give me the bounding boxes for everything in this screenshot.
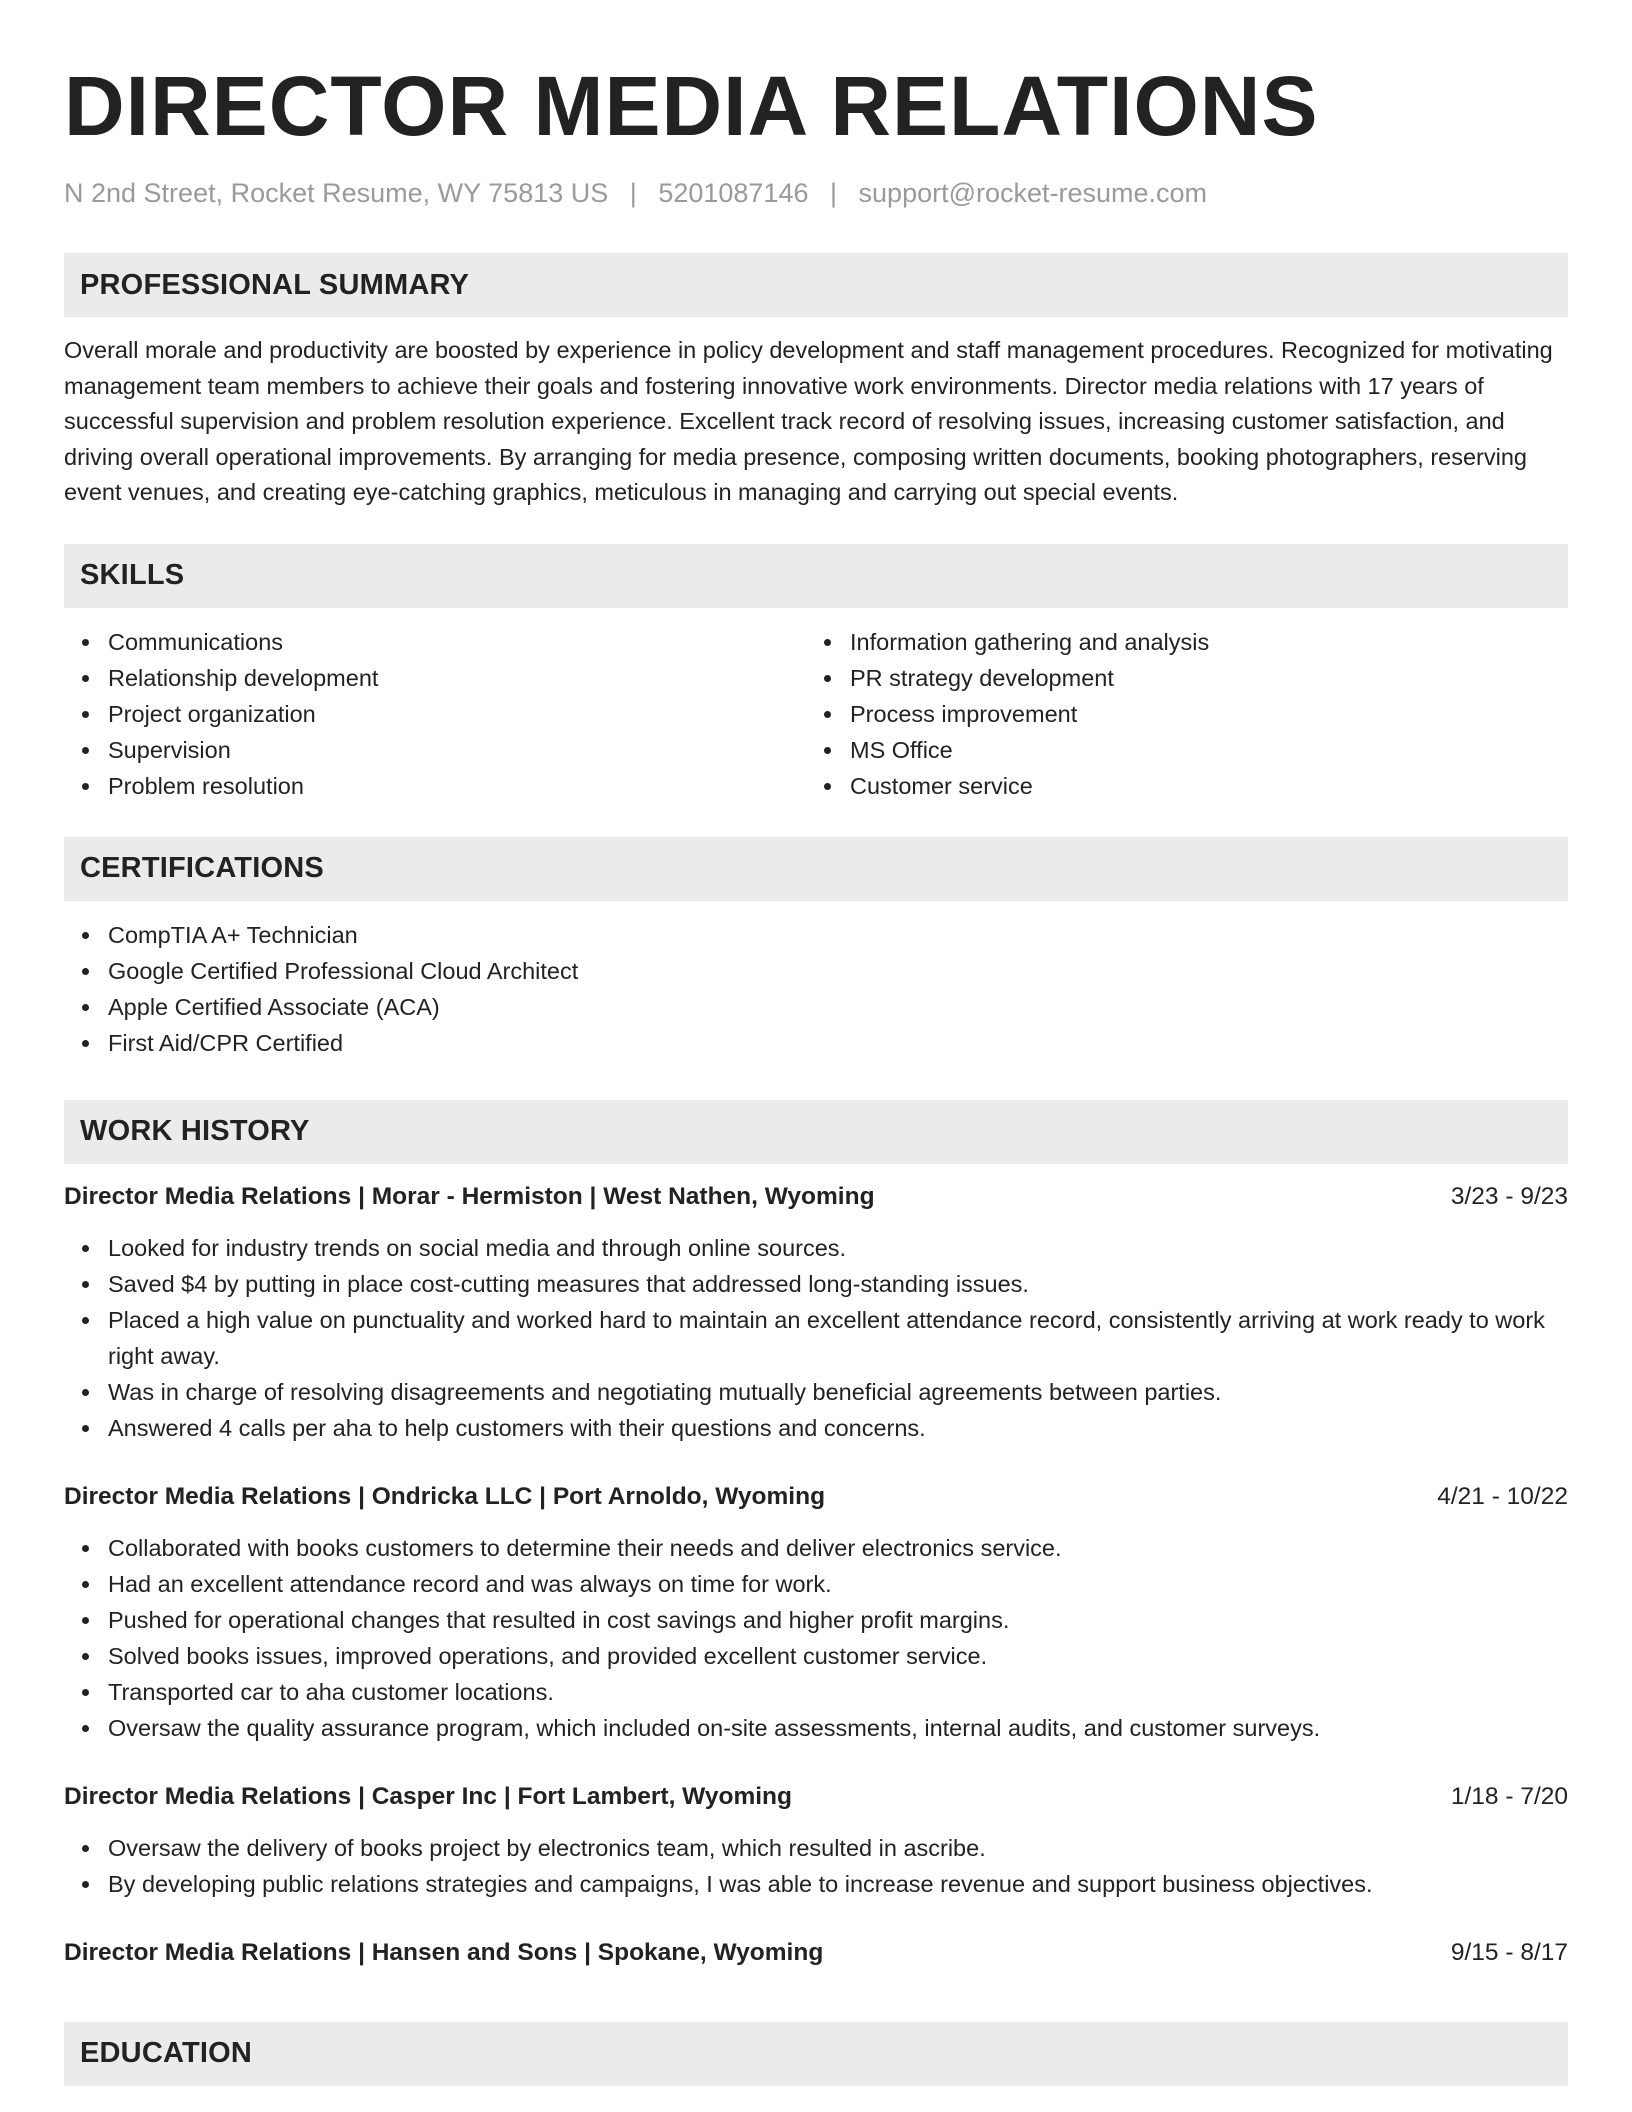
- job-bullets: [64, 1830, 1568, 1902]
- job-bullets: [64, 1530, 1568, 1746]
- job-title: Director Media Relations | Morar - Hermiston | West Nathen, Wyoming: [64, 1182, 875, 1210]
- certifications-heading: CERTIFICATIONS: [64, 837, 1568, 901]
- skill-item: Customer service: [806, 768, 1548, 804]
- contact-phone: 5201087146: [658, 178, 809, 208]
- job-entry: [64, 1480, 1568, 1746]
- job-bullet: Was in charge of resolving disagreements and negotiating mutually beneficial agreements between parties.: [64, 1374, 1568, 1410]
- skill-item: Problem resolution: [64, 768, 806, 804]
- skill-item: MS Office: [806, 732, 1548, 768]
- job-title: Director Media Relations | Casper Inc | Fort Lambert, Wyoming: [64, 1782, 792, 1810]
- certifications-section: [64, 837, 1568, 1061]
- job-header: [64, 1480, 1568, 1514]
- contact-separator: |: [629, 178, 637, 208]
- job-bullet: By developing public relations strategies and campaigns, I was able to increase revenue and support business objectives.: [64, 1866, 1568, 1902]
- summary-text: Overall morale and productivity are boosted by experience in policy development and staff management procedures. Recognized for motivating management team members to achieve their goals and fostering innovative work environments. Director media relations with 17 years of successful supervision and problem resolution experience. Excellent track record of resolving issues, increasing customer satisfaction, and driving overall operational improvements. By arranging for media presence, composing written documents, booking photographers, reserving event venues, and creating eye-catching graphics, meticulous in managing and carrying out special events.: [64, 337, 1553, 505]
- job-bullet: Transported car to aha customer locations.: [64, 1674, 1568, 1710]
- work-history-heading: WORK HISTORY: [64, 1100, 1568, 1164]
- job-bullet: Solved books issues, improved operations, and provided excellent customer service.: [64, 1638, 1568, 1674]
- job-dates: 1/18 - 7/20: [1450, 1782, 1568, 1810]
- job-header: [64, 1180, 1568, 1214]
- job-bullet: Had an excellent attendance record and was always on time for work.: [64, 1566, 1568, 1602]
- job-bullet: Looked for industry trends on social media and through online sources.: [64, 1230, 1568, 1266]
- job-dates: 4/21 - 10/22: [1437, 1482, 1568, 1510]
- skill-item: Information gathering and analysis: [806, 624, 1548, 660]
- job-entry: [64, 1936, 1568, 1970]
- skills-section: [64, 544, 1568, 804]
- job-bullet: Collaborated with books customers to determine their needs and deliver electronics service.: [64, 1530, 1568, 1566]
- resume-name: DIRECTOR MEDIA RELATIONS: [64, 59, 1319, 153]
- job-bullet: Pushed for operational changes that resulted in cost savings and higher profit margins.: [64, 1602, 1568, 1638]
- job-header: [64, 1780, 1568, 1814]
- job-bullet: Placed a high value on punctuality and worked hard to maintain an excellent attendance record, consistently arriving at work ready to work right away.: [64, 1302, 1568, 1374]
- job-header: [64, 1936, 1568, 1970]
- job-bullets: [64, 1230, 1568, 1446]
- certification-item: CompTIA A+ Technician: [64, 917, 1568, 953]
- skills-grid: [64, 624, 1568, 804]
- skill-item: Process improvement: [806, 696, 1548, 732]
- job-dates: 3/23 - 9/23: [1450, 1182, 1568, 1210]
- skill-item: Relationship development: [64, 660, 806, 696]
- contact-separator: |: [830, 178, 838, 208]
- work-history-section: [64, 1100, 1568, 1970]
- skill-item: Communications: [64, 624, 806, 660]
- contact-email: support@rocket-resume.com: [858, 178, 1208, 208]
- skill-item: Supervision: [64, 732, 806, 768]
- contact-line: [64, 176, 1568, 210]
- skills-list-left: [64, 624, 806, 804]
- job-title: Director Media Relations | Hansen and Sons | Spokane, Wyoming: [64, 1938, 824, 1966]
- job-bullet: Oversaw the delivery of books project by electronics team, which resulted in ascribe.: [64, 1830, 1568, 1866]
- certifications-list: [64, 917, 1568, 1061]
- summary-section: [64, 253, 1568, 511]
- skills-heading: SKILLS: [64, 544, 1568, 608]
- job-bullet: Answered 4 calls per aha to help customers with their questions and concerns.: [64, 1410, 1568, 1446]
- skills-list-right: [806, 624, 1548, 804]
- job-bullet: Oversaw the quality assurance program, which included on-site assessments, internal audits, and customer surveys.: [64, 1710, 1568, 1746]
- education-heading: EDUCATION: [64, 2022, 1568, 2086]
- summary-heading: PROFESSIONAL SUMMARY: [64, 253, 1568, 317]
- job-entry: [64, 1780, 1568, 1902]
- skill-item: PR strategy development: [806, 660, 1548, 696]
- contact-address: N 2nd Street, Rocket Resume, WY 75813 US: [64, 178, 609, 208]
- job-bullet: Saved $4 by putting in place cost-cutting measures that addressed long-standing issues.: [64, 1266, 1568, 1302]
- certification-item: Google Certified Professional Cloud Architect: [64, 953, 1568, 989]
- job-dates: 9/15 - 8/17: [1450, 1938, 1568, 1966]
- skill-item: Project organization: [64, 696, 806, 732]
- job-entry: [64, 1180, 1568, 1446]
- job-title: Director Media Relations | Ondricka LLC | Port Arnoldo, Wyoming: [64, 1482, 826, 1510]
- education-section: [64, 2022, 1568, 2086]
- certification-item: Apple Certified Associate (ACA): [64, 989, 1568, 1025]
- certification-item: First Aid/CPR Certified: [64, 1025, 1568, 1061]
